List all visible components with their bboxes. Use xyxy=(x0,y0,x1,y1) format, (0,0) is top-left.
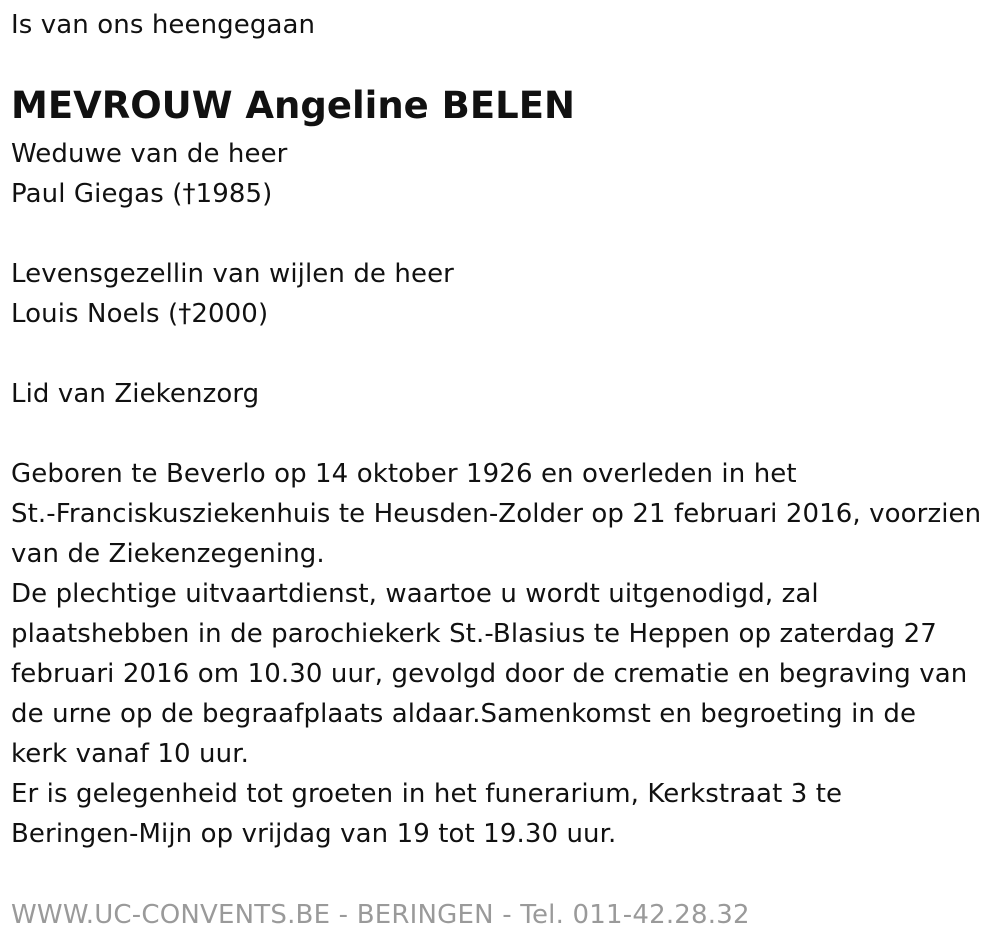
intro-text: Is van ons heengegaan xyxy=(11,10,316,40)
spouse-line: Weduwe van de heer xyxy=(11,139,288,169)
spouse-block xyxy=(11,134,287,214)
partner-block xyxy=(11,254,454,334)
partner-line: Louis Noels (†2000) xyxy=(11,299,269,329)
details-line: Er is gelegenheid tot groeten in het funerarium, Kerkstraat 3 te xyxy=(11,779,843,809)
details-block xyxy=(11,454,981,854)
details-line: De plechtige uitvaartdienst, waartoe u wordt uitgenodigd, zal xyxy=(11,579,819,609)
details-line: februari 2016 om 10.30 uur, gevolgd door de crematie en begraving van xyxy=(11,659,968,689)
deceased-name: MEVROUW Angeline BELEN xyxy=(11,84,575,127)
details-line: Geboren te Beverlo op 14 oktober 1926 en overleden in het xyxy=(11,459,797,489)
details-line: kerk vanaf 10 uur. xyxy=(11,739,249,769)
details-line: plaatshebben in de parochiekerk St.-Blasius te Heppen op zaterdag 27 xyxy=(11,619,937,649)
membership-line: Lid van Ziekenzorg xyxy=(11,379,260,409)
partner-line: Levensgezellin van wijlen de heer xyxy=(11,259,454,289)
footer-contact: WWW.UC-CONVENTS.BE - BERINGEN - Tel. 011-42.28.32 xyxy=(11,900,750,930)
details-line: St.-Franciskusziekenhuis te Heusden-Zolder op 21 februari 2016, voorzien xyxy=(11,499,982,529)
details-line: Beringen-Mijn op vrijdag van 19 tot 19.30 uur. xyxy=(11,819,617,849)
spouse-line: Paul Giegas (†1985) xyxy=(11,179,273,209)
details-line: van de Ziekenzegening. xyxy=(11,539,325,569)
membership-block xyxy=(11,374,259,414)
details-line: de urne op de begraafplaats aldaar.Samenkomst en begroeting in de xyxy=(11,699,917,729)
